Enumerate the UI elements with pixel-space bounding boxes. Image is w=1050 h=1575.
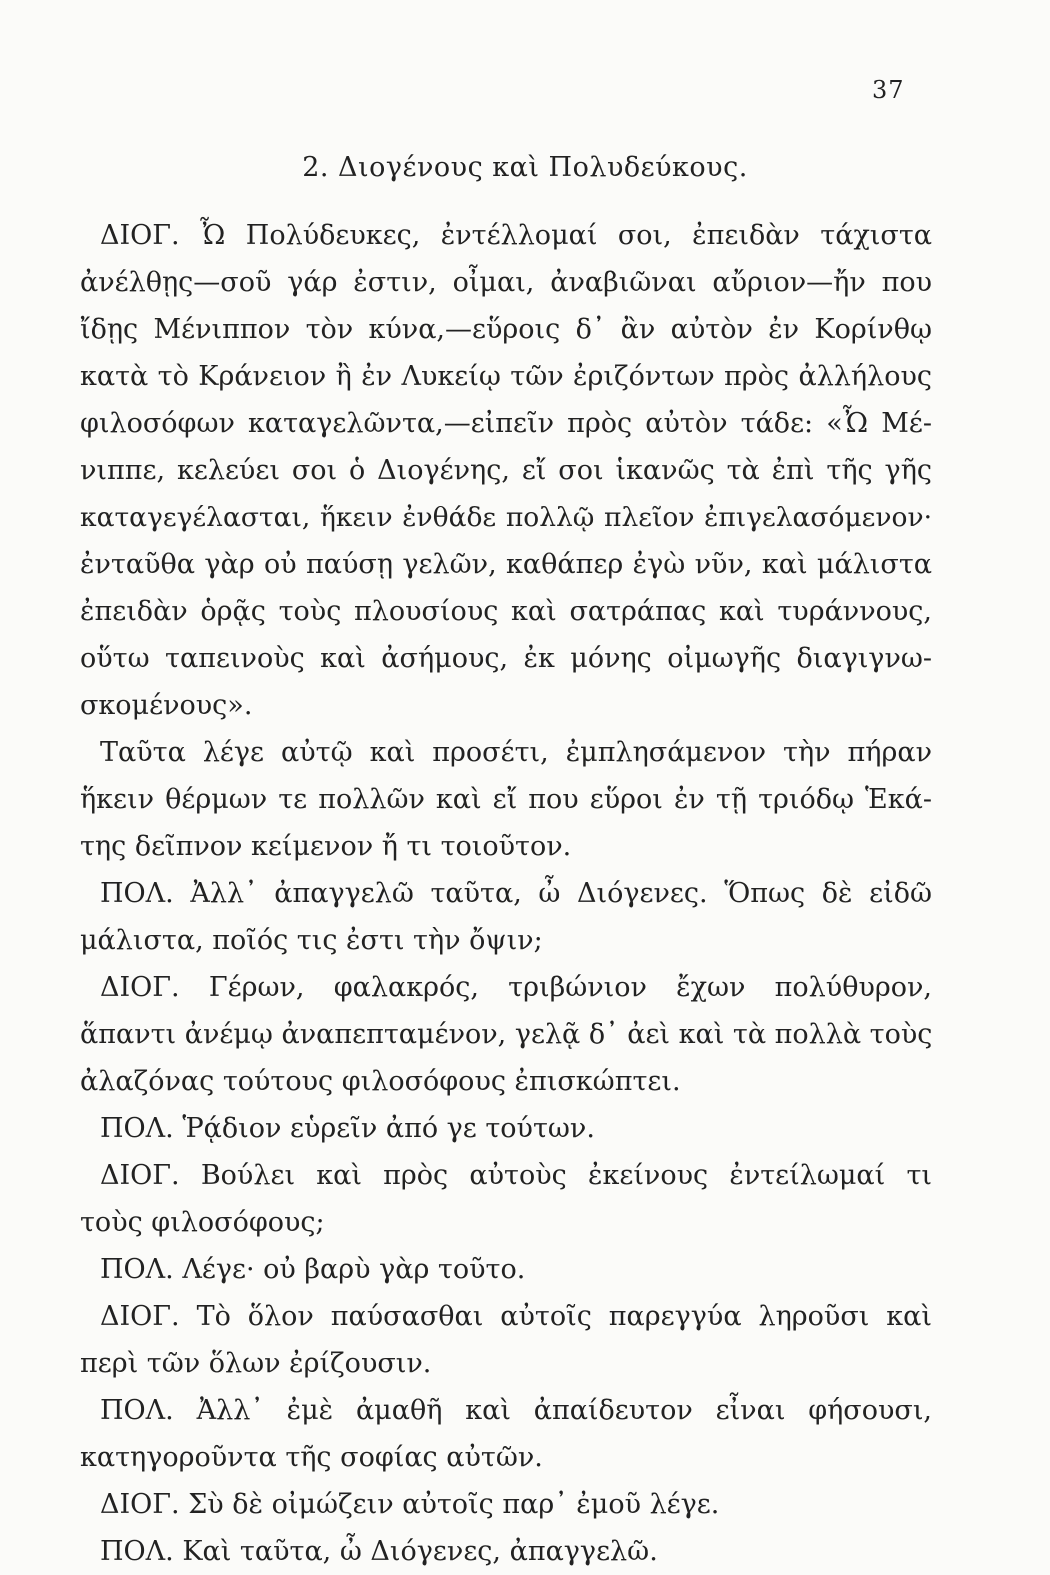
text-line: φιλοσόφων καταγελῶντα,—εἰπεῖν πρὸς αὐτὸν τάδε: «Ὦ Μέ- — [80, 408, 932, 439]
text-line: ἥκειν θέρμων τε πολλῶν καὶ εἴ που εὕροι ἐν τῇ τριόδῳ Ἑκά- — [80, 784, 932, 815]
text-line: ἀνέλθῃς—σοῦ γάρ ἐστιν, οἶμαι, ἀναβιῶναι αὔριον—ἤν που — [80, 267, 932, 298]
text-line: καταγεγέλασται, ἥκειν ἐνθάδε πολλῷ πλεῖον ἐπιγελασόμενον· — [80, 502, 932, 533]
text-line: ΠΟΛ. Ἀλλ᾽ ἀπαγγελῶ ταῦτα, ὦ Διόγενες. Ὅπως δὲ εἰδῶ — [100, 878, 932, 909]
text-line: της δεῖπνον κείμενον ἤ τι τοιοῦτον. — [80, 831, 572, 862]
text-line: μάλιστα, ποῖός τις ἐστι τὴν ὄψιν; — [80, 925, 543, 956]
text-line: ΠΟΛ. Λέγε· οὐ βαρὺ γὰρ τοῦτο. — [100, 1254, 526, 1285]
text-line: ΔΙΟΓ. Ὦ Πολύδευκες, ἐντέλλομαί σοι, ἐπειδὰν τάχιστα — [100, 220, 932, 251]
text-line: ἐνταῦθα γὰρ οὐ παύσῃ γελῶν, καθάπερ ἐγὼ νῦν, καὶ μάλιστα — [80, 549, 932, 580]
text-line: ΔΙΟΓ. Βούλει καὶ πρὸς αὐτοὺς ἐκείνους ἐντείλωμαί τι — [100, 1160, 932, 1191]
page-number: 37 — [872, 76, 905, 104]
text-line: σκομένους». — [80, 690, 253, 721]
text-line: τοὺς φιλοσόφους; — [80, 1207, 325, 1238]
text-line: ΠΟΛ. Ἀλλ᾽ ἐμὲ ἀμαθῆ καὶ ἀπαίδευτον εἶναι φήσουσι, — [100, 1395, 932, 1426]
text-line: Ταῦτα λέγε αὐτῷ καὶ προσέτι, ἐμπλησάμενον τὴν πήραν — [100, 737, 932, 768]
text-line: ΔΙΟΓ. Σὺ δὲ οἰμώζειν αὐτοῖς παρ᾽ ἐμοῦ λέγε. — [100, 1489, 720, 1520]
text-line: ἐπειδὰν ὁρᾷς τοὺς πλουσίους καὶ σατράπας καὶ τυράννους, — [80, 596, 932, 627]
text-line: κατὰ τὸ Κράνειον ἢ ἐν Λυκείῳ τῶν ἐριζόντων πρὸς ἀλλήλους — [80, 361, 932, 392]
text-line: ἅπαντι ἀνέμῳ ἀναπεπταμένον, γελᾷ δ᾽ ἀεὶ καὶ τὰ πολλὰ τοὺς — [80, 1019, 932, 1050]
text-line: νιππε, κελεύει σοι ὁ Διογένης, εἴ σοι ἱκανῶς τὰ ἐπὶ τῆς γῆς — [80, 455, 932, 486]
text-line: ΠΟΛ. Καὶ ταῦτα, ὦ Διόγενες, ἀπαγγελῶ. — [100, 1536, 658, 1567]
text-line: ΔΙΟΓ. Γέρων, φαλακρός, τριβώνιον ἔχων πολύθυρον, — [100, 972, 932, 1003]
text-line: ἀλαζόνας τούτους φιλοσόφους ἐπισκώπτει. — [80, 1066, 681, 1097]
text-line: οὕτω ταπεινοὺς καὶ ἀσήμους, ἐκ μόνης οἰμωγῆς διαγιγνω- — [80, 643, 932, 674]
text-line: περὶ τῶν ὅλων ἐρίζουσιν. — [80, 1348, 432, 1379]
text-line: κατηγοροῦντα τῆς σοφίας αὐτῶν. — [80, 1442, 543, 1473]
section-heading: 2. Διογένους καὶ Πολυδεύκους. — [302, 152, 748, 183]
text-line: ἴδῃς Μένιππον τὸν κύνα,—εὕροις δ᾽ ἂν αὐτὸν ἐν Κορίνθῳ — [80, 314, 932, 345]
text-line: ΠΟΛ. Ῥᾴδιον εὑρεῖν ἀπό γε τούτων. — [100, 1113, 595, 1144]
text-line: ΔΙΟΓ. Τὸ ὅλον παύσασθαι αὐτοῖς παρεγγύα ληροῦσι καὶ — [100, 1301, 932, 1332]
dialogue-text — [80, 212, 932, 1575]
